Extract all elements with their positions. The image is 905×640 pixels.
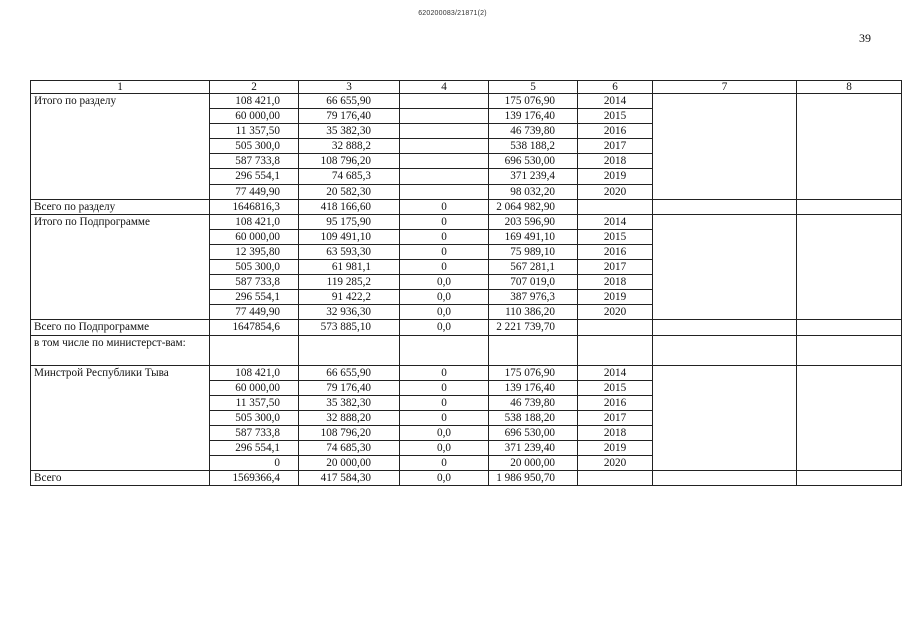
- total-cell: 1646816,3: [210, 199, 299, 214]
- empty-cell: [578, 199, 653, 214]
- table-cell: 46 739,80: [489, 124, 578, 139]
- table-cell: 32 888,20: [299, 410, 400, 425]
- total-cell: 2 064 982,90: [489, 199, 578, 214]
- total-cell: 1569366,4: [210, 471, 299, 486]
- row-group-label: Итого по разделу: [31, 94, 210, 200]
- total-cell: 2 221 739,70: [489, 320, 578, 335]
- table-cell: 2014: [578, 365, 653, 380]
- table-cell: [400, 124, 489, 139]
- row-group-label: Итого по Подпрограмме: [31, 214, 210, 320]
- table-cell: 66 655,90: [299, 365, 400, 380]
- table-cell: 2016: [578, 395, 653, 410]
- table-cell: 108 421,0: [210, 365, 299, 380]
- table-cell: 175 076,90: [489, 94, 578, 109]
- table-cell: 538 188,2: [489, 139, 578, 154]
- table-cell: 169 491,10: [489, 229, 578, 244]
- table-row: [31, 214, 902, 229]
- column-header: 4: [400, 81, 489, 94]
- table-cell: 387 976,3: [489, 290, 578, 305]
- total-cell: 418 166,60: [299, 199, 400, 214]
- table-cell: 2014: [578, 94, 653, 109]
- table-cell: 108 421,0: [210, 214, 299, 229]
- table-cell: 11 357,50: [210, 124, 299, 139]
- table-cell: 371 239,40: [489, 440, 578, 455]
- empty-cell: [653, 199, 797, 214]
- table-cell: 2017: [578, 410, 653, 425]
- table-cell: [400, 154, 489, 169]
- table-cell: 32 936,30: [299, 305, 400, 320]
- empty-cell: [653, 471, 797, 486]
- table-cell: 696 530,00: [489, 425, 578, 440]
- empty-cell: [797, 320, 902, 335]
- table-cell: 587 733,8: [210, 275, 299, 290]
- table-cell: 2018: [578, 154, 653, 169]
- table-cell: 0: [400, 214, 489, 229]
- table-cell: 587 733,8: [210, 425, 299, 440]
- table-cell: 139 176,40: [489, 109, 578, 124]
- table-cell: 108 796,20: [299, 154, 400, 169]
- table-cell: 0: [400, 395, 489, 410]
- table-cell: 0: [400, 365, 489, 380]
- total-cell: 0: [400, 199, 489, 214]
- table-cell: 75 989,10: [489, 244, 578, 259]
- total-cell: 0,0: [400, 471, 489, 486]
- empty-cell: [489, 335, 578, 365]
- table-row: [31, 365, 902, 380]
- table-cell: 119 285,2: [299, 275, 400, 290]
- total-row: [31, 471, 902, 486]
- table-cell: 2020: [578, 305, 653, 320]
- empty-cell: [400, 335, 489, 365]
- table-cell: 0,0: [400, 275, 489, 290]
- table-cell: 32 888,2: [299, 139, 400, 154]
- empty-cell: [797, 335, 902, 365]
- table-cell: 61 981,1: [299, 260, 400, 275]
- table-cell: 0: [210, 456, 299, 471]
- table-cell: [400, 109, 489, 124]
- ministries-note: в том числе по министерст-вам:: [31, 335, 210, 365]
- table-cell: 538 188,20: [489, 410, 578, 425]
- table-cell: 2015: [578, 109, 653, 124]
- table-cell: 139 176,40: [489, 380, 578, 395]
- empty-cell-8: [797, 365, 902, 471]
- table-cell: 12 395,80: [210, 244, 299, 259]
- table-row: [31, 94, 902, 109]
- table-cell: 0: [400, 456, 489, 471]
- table-cell: 60 000,00: [210, 380, 299, 395]
- note-row: [31, 335, 902, 365]
- total-cell: 573 885,10: [299, 320, 400, 335]
- empty-cell-7: [653, 365, 797, 471]
- table-cell: 2019: [578, 169, 653, 184]
- table-cell: 505 300,0: [210, 139, 299, 154]
- table-cell: 98 032,20: [489, 184, 578, 199]
- table-cell: 0: [400, 229, 489, 244]
- table-cell: 296 554,1: [210, 440, 299, 455]
- table-cell: 0,0: [400, 290, 489, 305]
- table-cell: 66 655,90: [299, 94, 400, 109]
- table-cell: 707 019,0: [489, 275, 578, 290]
- table-cell: 2014: [578, 214, 653, 229]
- table-cell: 0: [400, 244, 489, 259]
- table-cell: 20 000,00: [299, 456, 400, 471]
- table-cell: [400, 169, 489, 184]
- table-cell: 20 000,00: [489, 456, 578, 471]
- total-cell: 1 986 950,70: [489, 471, 578, 486]
- row-group-label: Минстрой Республики Тыва: [31, 365, 210, 471]
- table-cell: 77 449,90: [210, 184, 299, 199]
- empty-cell-8: [797, 94, 902, 200]
- column-header: 1: [31, 81, 210, 94]
- table-cell: 2019: [578, 290, 653, 305]
- table-cell: 587 733,8: [210, 154, 299, 169]
- total-cell: 417 584,30: [299, 471, 400, 486]
- total-label: Всего по разделу: [31, 199, 210, 214]
- empty-cell: [653, 335, 797, 365]
- table-cell: 35 382,30: [299, 395, 400, 410]
- table-cell: 2016: [578, 124, 653, 139]
- table-cell: 108 421,0: [210, 94, 299, 109]
- table-cell: [400, 184, 489, 199]
- table-cell: 0: [400, 260, 489, 275]
- empty-cell-8: [797, 214, 902, 320]
- table-cell: 35 382,30: [299, 124, 400, 139]
- table-cell: 2020: [578, 456, 653, 471]
- total-row: [31, 199, 902, 214]
- total-label: Всего: [31, 471, 210, 486]
- table-cell: 74 685,3: [299, 169, 400, 184]
- table-cell: [400, 94, 489, 109]
- table-cell: 11 357,50: [210, 395, 299, 410]
- table-cell: 2018: [578, 275, 653, 290]
- table-cell: 91 422,2: [299, 290, 400, 305]
- table-cell: 2015: [578, 380, 653, 395]
- empty-cell: [210, 335, 299, 365]
- table-cell: 0,0: [400, 305, 489, 320]
- table-cell: 296 554,1: [210, 169, 299, 184]
- document-code: 620200083/21871(2): [418, 10, 487, 17]
- table-cell: 79 176,40: [299, 380, 400, 395]
- table-cell: 20 582,30: [299, 184, 400, 199]
- table-cell: 0,0: [400, 440, 489, 455]
- table-cell: 60 000,00: [210, 229, 299, 244]
- table-cell: 371 239,4: [489, 169, 578, 184]
- table-cell: 60 000,00: [210, 109, 299, 124]
- table-cell: 0,0: [400, 425, 489, 440]
- empty-cell: [299, 335, 400, 365]
- table-cell: 505 300,0: [210, 410, 299, 425]
- empty-cell-7: [653, 94, 797, 200]
- table-cell: 2016: [578, 244, 653, 259]
- column-header: 5: [489, 81, 578, 94]
- column-header: 2: [210, 81, 299, 94]
- table-cell: 108 796,20: [299, 425, 400, 440]
- column-header: 7: [653, 81, 797, 94]
- table-cell: 175 076,90: [489, 365, 578, 380]
- column-header: 3: [299, 81, 400, 94]
- total-row: [31, 320, 902, 335]
- table-cell: 2018: [578, 425, 653, 440]
- table-cell: 2017: [578, 260, 653, 275]
- table-cell: 2020: [578, 184, 653, 199]
- table-cell: 95 175,90: [299, 214, 400, 229]
- table-cell: [400, 139, 489, 154]
- table-cell: 79 176,40: [299, 109, 400, 124]
- empty-cell: [578, 471, 653, 486]
- total-cell: 0,0: [400, 320, 489, 335]
- table-cell: 77 449,90: [210, 305, 299, 320]
- table-cell: 2017: [578, 139, 653, 154]
- table-cell: 203 596,90: [489, 214, 578, 229]
- total-cell: 1647854,6: [210, 320, 299, 335]
- table-cell: 74 685,30: [299, 440, 400, 455]
- page-number: 39: [859, 31, 871, 45]
- empty-cell: [578, 320, 653, 335]
- column-header: 6: [578, 81, 653, 94]
- empty-cell: [653, 320, 797, 335]
- table-cell: 2019: [578, 440, 653, 455]
- table-cell: 0: [400, 410, 489, 425]
- table-cell: 567 281,1: [489, 260, 578, 275]
- empty-cell: [797, 471, 902, 486]
- table-cell: 110 386,20: [489, 305, 578, 320]
- empty-cell-7: [653, 214, 797, 320]
- total-label: Всего по Подпрограмме: [31, 320, 210, 335]
- empty-cell: [797, 199, 902, 214]
- empty-cell: [578, 335, 653, 365]
- table-cell: 696 530,00: [489, 154, 578, 169]
- budget-table: [30, 80, 902, 486]
- table-cell: 46 739,80: [489, 395, 578, 410]
- table-cell: 109 491,10: [299, 229, 400, 244]
- table-body: [31, 81, 902, 486]
- table-cell: 296 554,1: [210, 290, 299, 305]
- table-cell: 2015: [578, 229, 653, 244]
- table-cell: 505 300,0: [210, 260, 299, 275]
- column-header: 8: [797, 81, 902, 94]
- table-cell: 0: [400, 380, 489, 395]
- header-row: [31, 81, 902, 94]
- table-cell: 63 593,30: [299, 244, 400, 259]
